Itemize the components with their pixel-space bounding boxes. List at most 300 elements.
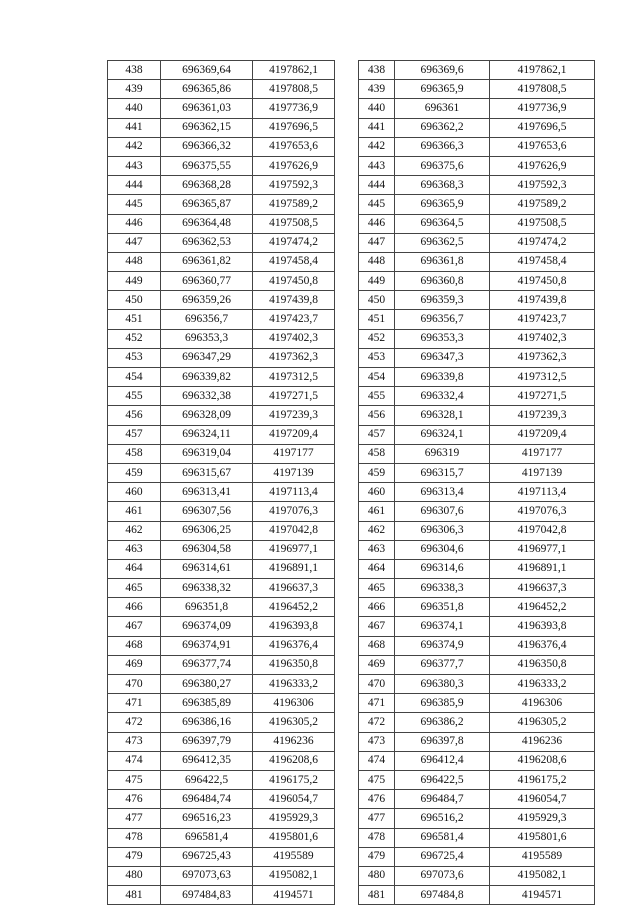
x-coordinate-cell: 696364,5 [395,214,490,233]
table-row [108,61,335,80]
y-coordinate-cell: 4197312,5 [490,368,595,387]
table-row [359,732,595,751]
table-row [359,770,595,789]
y-coordinate-cell: 4194571 [490,886,595,905]
table-row [359,847,595,866]
table-body-left [108,61,335,905]
y-coordinate-cell: 4196376,4 [490,636,595,655]
x-coordinate-cell: 696380,3 [395,675,490,694]
x-coordinate-cell: 696366,32 [161,137,253,156]
point-number-cell: 479 [359,847,395,866]
x-coordinate-cell: 696422,5 [161,770,253,789]
point-number-cell: 466 [108,598,161,617]
y-coordinate-cell: 4197450,8 [490,272,595,291]
x-coordinate-cell: 696351,8 [395,598,490,617]
x-coordinate-cell: 696516,2 [395,809,490,828]
y-coordinate-cell: 4196891,1 [490,559,595,578]
table-row [359,387,595,406]
x-coordinate-cell: 696374,09 [161,617,253,636]
point-number-cell: 439 [359,80,395,99]
point-number-cell: 475 [359,770,395,789]
y-coordinate-cell: 4195801,6 [490,828,595,847]
table-row [359,675,595,694]
y-coordinate-cell: 4197736,9 [253,99,335,118]
y-coordinate-cell: 4197209,4 [253,425,335,444]
x-coordinate-cell: 696725,43 [161,847,253,866]
x-coordinate-cell: 696361,82 [161,252,253,271]
x-coordinate-cell: 696304,6 [395,540,490,559]
y-coordinate-cell: 4197423,7 [490,310,595,329]
y-coordinate-cell: 4197271,5 [253,387,335,406]
table-row [359,233,595,252]
point-number-cell: 456 [108,406,161,425]
y-coordinate-cell: 4197626,9 [253,156,335,175]
table-row [108,540,335,559]
point-number-cell: 453 [108,348,161,367]
point-number-cell: 452 [359,329,395,348]
table-row [359,886,595,905]
table-row [359,540,595,559]
y-coordinate-cell: 4197362,3 [490,348,595,367]
y-coordinate-cell: 4197312,5 [253,368,335,387]
table-row [108,176,335,195]
coordinates-table-right [358,60,595,905]
y-coordinate-cell: 4197402,3 [253,329,335,348]
point-number-cell: 439 [108,80,161,99]
x-coordinate-cell: 697073,6 [395,866,490,885]
x-coordinate-cell: 696328,1 [395,406,490,425]
table-row [359,617,595,636]
x-coordinate-cell: 696581,4 [395,828,490,847]
y-coordinate-cell: 4197402,3 [490,329,595,348]
table-row [108,156,335,175]
table-row [359,310,595,329]
table-row [359,118,595,137]
point-number-cell: 442 [108,137,161,156]
y-coordinate-cell: 4197239,3 [490,406,595,425]
x-coordinate-cell: 696385,89 [161,694,253,713]
x-coordinate-cell: 696366,3 [395,137,490,156]
y-coordinate-cell: 4197139 [490,463,595,482]
y-coordinate-cell: 4197736,9 [490,99,595,118]
y-coordinate-cell: 4197042,8 [490,521,595,540]
table-row [108,713,335,732]
point-number-cell: 464 [108,559,161,578]
table-row [359,80,595,99]
y-coordinate-cell: 4196393,8 [490,617,595,636]
x-coordinate-cell: 696353,3 [161,329,253,348]
point-number-cell: 449 [359,272,395,291]
y-coordinate-cell: 4197458,4 [490,252,595,271]
y-coordinate-cell: 4197113,4 [490,483,595,502]
y-coordinate-cell: 4197076,3 [253,502,335,521]
table-row [108,272,335,291]
x-coordinate-cell: 696397,8 [395,732,490,751]
x-coordinate-cell: 696361,8 [395,252,490,271]
y-coordinate-cell: 4197626,9 [490,156,595,175]
table-row [108,463,335,482]
table-row [359,866,595,885]
y-coordinate-cell: 4195929,3 [253,809,335,828]
table-row [108,368,335,387]
y-coordinate-cell: 4196637,3 [490,579,595,598]
point-number-cell: 444 [359,176,395,195]
y-coordinate-cell: 4197696,5 [490,118,595,137]
x-coordinate-cell: 696315,7 [395,463,490,482]
x-coordinate-cell: 696397,79 [161,732,253,751]
point-number-cell: 452 [108,329,161,348]
point-number-cell: 442 [359,137,395,156]
point-number-cell: 472 [359,713,395,732]
table-row [359,291,595,310]
y-coordinate-cell: 4196977,1 [253,540,335,559]
x-coordinate-cell: 696356,7 [161,310,253,329]
point-number-cell: 470 [108,675,161,694]
y-coordinate-cell: 4196236 [253,732,335,751]
x-coordinate-cell: 696365,86 [161,80,253,99]
point-number-cell: 473 [359,732,395,751]
table-row [108,732,335,751]
x-coordinate-cell: 696319,04 [161,444,253,463]
x-coordinate-cell: 696332,38 [161,387,253,406]
x-coordinate-cell: 696368,28 [161,176,253,195]
point-number-cell: 469 [108,655,161,674]
x-coordinate-cell: 696385,9 [395,694,490,713]
table-row [359,463,595,482]
x-coordinate-cell: 696375,6 [395,156,490,175]
table-row [108,252,335,271]
point-number-cell: 456 [359,406,395,425]
y-coordinate-cell: 4195082,1 [490,866,595,885]
x-coordinate-cell: 696412,4 [395,751,490,770]
x-coordinate-cell: 696374,91 [161,636,253,655]
y-coordinate-cell: 4196054,7 [490,790,595,809]
table-row [359,368,595,387]
y-coordinate-cell: 4196393,8 [253,617,335,636]
table-row [359,521,595,540]
x-coordinate-cell: 696353,3 [395,329,490,348]
x-coordinate-cell: 696365,87 [161,195,253,214]
table-row [359,214,595,233]
x-coordinate-cell: 696339,8 [395,368,490,387]
table-row [359,252,595,271]
x-coordinate-cell: 696313,41 [161,483,253,502]
x-coordinate-cell: 696319 [395,444,490,463]
table-row [359,655,595,674]
table-row [359,99,595,118]
table-row [108,559,335,578]
point-number-cell: 446 [108,214,161,233]
point-number-cell: 455 [359,387,395,406]
y-coordinate-cell: 4196305,2 [490,713,595,732]
y-coordinate-cell: 4197589,2 [490,195,595,214]
table-row [108,828,335,847]
x-coordinate-cell: 696361 [395,99,490,118]
table-row [108,636,335,655]
point-number-cell: 450 [359,291,395,310]
point-number-cell: 445 [359,195,395,214]
table-row [108,406,335,425]
point-number-cell: 470 [359,675,395,694]
y-coordinate-cell: 4197177 [490,444,595,463]
y-coordinate-cell: 4197808,5 [490,80,595,99]
x-coordinate-cell: 696484,74 [161,790,253,809]
table-row [108,790,335,809]
x-coordinate-cell: 696516,23 [161,809,253,828]
x-coordinate-cell: 696375,55 [161,156,253,175]
y-coordinate-cell: 4196306 [490,694,595,713]
table-row [108,694,335,713]
y-coordinate-cell: 4197209,4 [490,425,595,444]
y-coordinate-cell: 4197696,5 [253,118,335,137]
y-coordinate-cell: 4196637,3 [253,579,335,598]
x-coordinate-cell: 696356,7 [395,310,490,329]
point-number-cell: 447 [359,233,395,252]
point-number-cell: 462 [108,521,161,540]
y-coordinate-cell: 4197458,4 [253,252,335,271]
x-coordinate-cell: 696377,74 [161,655,253,674]
table-row [359,137,595,156]
x-coordinate-cell: 697073,63 [161,866,253,885]
x-coordinate-cell: 696314,61 [161,559,253,578]
x-coordinate-cell: 696332,4 [395,387,490,406]
x-coordinate-cell: 696304,58 [161,540,253,559]
table-row [359,61,595,80]
x-coordinate-cell: 696351,8 [161,598,253,617]
table-row [359,329,595,348]
table-row [359,483,595,502]
point-number-cell: 471 [108,694,161,713]
point-number-cell: 451 [108,310,161,329]
table-row [359,694,595,713]
table-row [108,425,335,444]
table-row [359,425,595,444]
y-coordinate-cell: 4196891,1 [253,559,335,578]
point-number-cell: 477 [359,809,395,828]
x-coordinate-cell: 696313,4 [395,483,490,502]
table-row [108,444,335,463]
x-coordinate-cell: 696314,6 [395,559,490,578]
table-row [108,579,335,598]
table-row [108,195,335,214]
x-coordinate-cell: 696368,3 [395,176,490,195]
x-coordinate-cell: 696365,9 [395,80,490,99]
x-coordinate-cell: 696362,53 [161,233,253,252]
point-number-cell: 459 [108,463,161,482]
x-coordinate-cell: 696338,32 [161,579,253,598]
point-number-cell: 454 [359,368,395,387]
x-coordinate-cell: 696364,48 [161,214,253,233]
y-coordinate-cell: 4196350,8 [253,655,335,674]
table-row [359,348,595,367]
point-number-cell: 440 [108,99,161,118]
table-row [359,156,595,175]
y-coordinate-cell: 4197653,6 [490,137,595,156]
table-row [108,502,335,521]
table-row [108,617,335,636]
point-number-cell: 438 [108,61,161,80]
x-coordinate-cell: 696359,26 [161,291,253,310]
table-row [108,329,335,348]
table-row [108,233,335,252]
y-coordinate-cell: 4197439,8 [490,291,595,310]
x-coordinate-cell: 696412,35 [161,751,253,770]
x-coordinate-cell: 696307,6 [395,502,490,521]
table-row [108,387,335,406]
x-coordinate-cell: 696386,2 [395,713,490,732]
point-number-cell: 462 [359,521,395,540]
y-coordinate-cell: 4197474,2 [253,233,335,252]
y-coordinate-cell: 4196236 [490,732,595,751]
y-coordinate-cell: 4196175,2 [490,770,595,789]
point-number-cell: 461 [359,502,395,521]
point-number-cell: 468 [108,636,161,655]
x-coordinate-cell: 696306,3 [395,521,490,540]
y-coordinate-cell: 4196333,2 [490,675,595,694]
y-coordinate-cell: 4197139 [253,463,335,482]
y-coordinate-cell: 4197508,5 [490,214,595,233]
table-row [108,291,335,310]
y-coordinate-cell: 4195589 [490,847,595,866]
table-body-right [359,61,595,905]
point-number-cell: 440 [359,99,395,118]
point-number-cell: 446 [359,214,395,233]
point-number-cell: 460 [359,483,395,502]
point-number-cell: 453 [359,348,395,367]
x-coordinate-cell: 696380,27 [161,675,253,694]
point-number-cell: 481 [359,886,395,905]
point-number-cell: 474 [359,751,395,770]
table-row [108,886,335,905]
y-coordinate-cell: 4195082,1 [253,866,335,885]
table-row [108,348,335,367]
y-coordinate-cell: 4195929,3 [490,809,595,828]
x-coordinate-cell: 696315,67 [161,463,253,482]
table-row [108,847,335,866]
y-coordinate-cell: 4197592,3 [253,176,335,195]
table-row [108,675,335,694]
y-coordinate-cell: 4197042,8 [253,521,335,540]
table-row [108,483,335,502]
table-row [108,655,335,674]
point-number-cell: 451 [359,310,395,329]
point-number-cell: 454 [108,368,161,387]
point-number-cell: 466 [359,598,395,617]
y-coordinate-cell: 4197862,1 [490,61,595,80]
point-number-cell: 472 [108,713,161,732]
point-number-cell: 480 [108,866,161,885]
point-number-cell: 477 [108,809,161,828]
y-coordinate-cell: 4197113,4 [253,483,335,502]
table-row [359,751,595,770]
table-row [108,214,335,233]
y-coordinate-cell: 4197589,2 [253,195,335,214]
table-row [359,502,595,521]
point-number-cell: 478 [108,828,161,847]
y-coordinate-cell: 4197076,3 [490,502,595,521]
y-coordinate-cell: 4196054,7 [253,790,335,809]
x-coordinate-cell: 696360,8 [395,272,490,291]
table-row [108,866,335,885]
x-coordinate-cell: 696581,4 [161,828,253,847]
table-row [359,790,595,809]
point-number-cell: 463 [359,540,395,559]
y-coordinate-cell: 4196452,2 [253,598,335,617]
point-number-cell: 443 [108,156,161,175]
table-row [359,828,595,847]
point-number-cell: 441 [359,118,395,137]
table-row [359,272,595,291]
point-number-cell: 471 [359,694,395,713]
y-coordinate-cell: 4194571 [253,886,335,905]
point-number-cell: 457 [359,425,395,444]
y-coordinate-cell: 4197423,7 [253,310,335,329]
point-number-cell: 464 [359,559,395,578]
point-number-cell: 458 [359,444,395,463]
y-coordinate-cell: 4196977,1 [490,540,595,559]
point-number-cell: 443 [359,156,395,175]
point-number-cell: 474 [108,751,161,770]
y-coordinate-cell: 4197271,5 [490,387,595,406]
point-number-cell: 465 [108,579,161,598]
x-coordinate-cell: 697484,8 [395,886,490,905]
x-coordinate-cell: 696369,64 [161,61,253,80]
y-coordinate-cell: 4196208,6 [490,751,595,770]
y-coordinate-cell: 4196350,8 [490,655,595,674]
point-number-cell: 448 [359,252,395,271]
point-number-cell: 465 [359,579,395,598]
y-coordinate-cell: 4196306 [253,694,335,713]
table-row [359,713,595,732]
x-coordinate-cell: 696377,7 [395,655,490,674]
table-row [359,579,595,598]
point-number-cell: 445 [108,195,161,214]
x-coordinate-cell: 697484,83 [161,886,253,905]
table-row [359,598,595,617]
point-number-cell: 468 [359,636,395,655]
x-coordinate-cell: 696365,9 [395,195,490,214]
point-number-cell: 469 [359,655,395,674]
table-row [108,80,335,99]
table-row [108,137,335,156]
point-number-cell: 478 [359,828,395,847]
x-coordinate-cell: 696324,11 [161,425,253,444]
point-number-cell: 455 [108,387,161,406]
point-number-cell: 463 [108,540,161,559]
table-row [108,521,335,540]
y-coordinate-cell: 4197239,3 [253,406,335,425]
y-coordinate-cell: 4197362,3 [253,348,335,367]
x-coordinate-cell: 696386,16 [161,713,253,732]
table-row [359,176,595,195]
point-number-cell: 467 [359,617,395,636]
point-number-cell: 475 [108,770,161,789]
point-number-cell: 476 [359,790,395,809]
x-coordinate-cell: 696347,29 [161,348,253,367]
point-number-cell: 448 [108,252,161,271]
point-number-cell: 444 [108,176,161,195]
table-row [108,809,335,828]
point-number-cell: 441 [108,118,161,137]
x-coordinate-cell: 696374,1 [395,617,490,636]
table-row [108,310,335,329]
table-row [108,99,335,118]
x-coordinate-cell: 696362,15 [161,118,253,137]
x-coordinate-cell: 696324,1 [395,425,490,444]
x-coordinate-cell: 696362,5 [395,233,490,252]
y-coordinate-cell: 4197508,5 [253,214,335,233]
point-number-cell: 479 [108,847,161,866]
